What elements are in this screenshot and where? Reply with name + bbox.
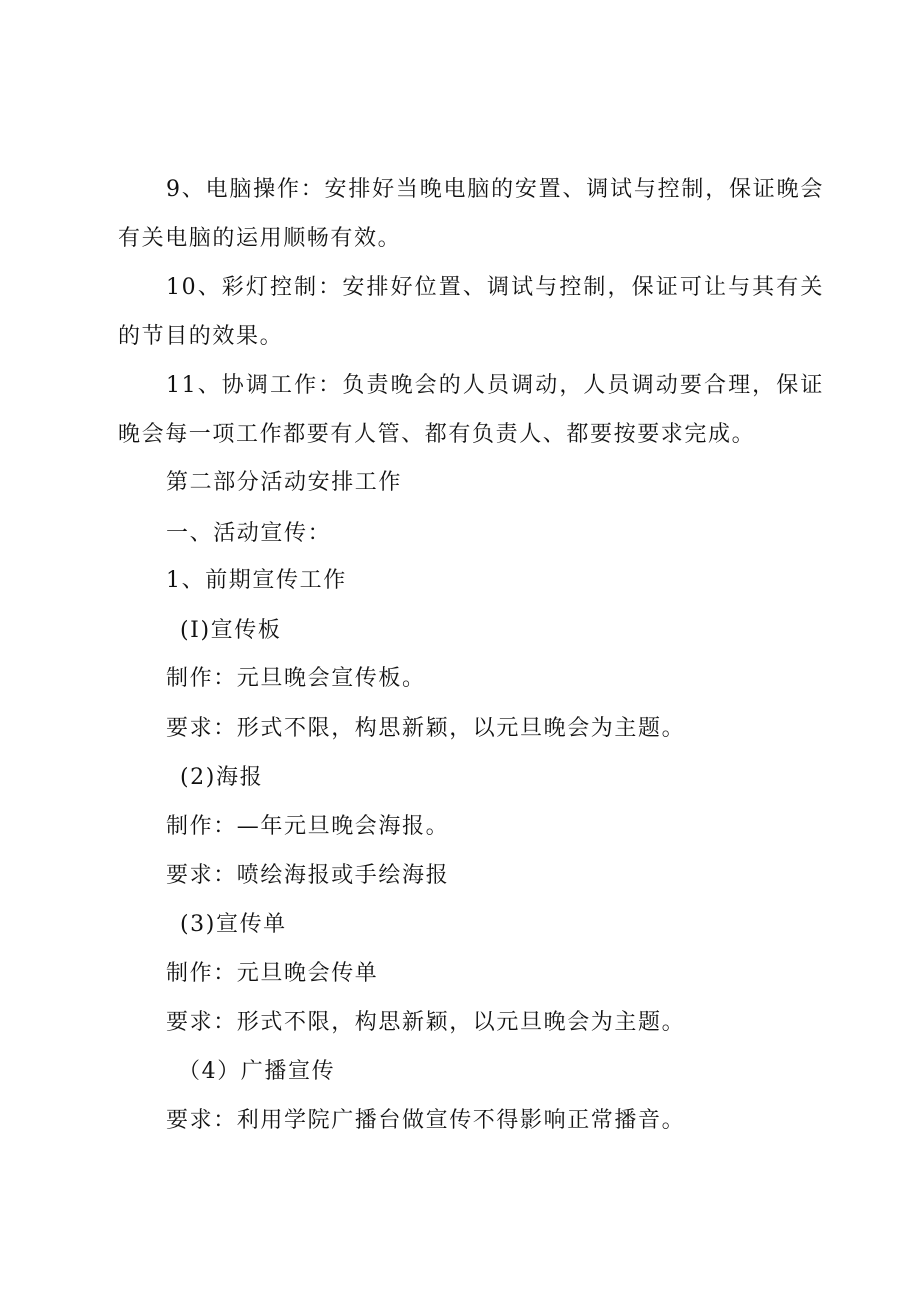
item-line-poster-make: 制作：—年元旦晚会海报。	[166, 814, 450, 839]
paragraph-light-control: 10、彩灯控制：安排好位置、调试与控制，保证可让与其有关的节目的效果。	[118, 275, 824, 349]
item-line-broadcast-require: 要求：利用学院广播台做宣传不得影响正常播音。	[166, 1108, 686, 1133]
item-line-flyer-require: 要求：形式不限，构思新颖，以元旦晚会为主题。	[166, 1010, 686, 1035]
item-heading-poster: (2)海报	[180, 765, 264, 790]
subsection-title: 一、活动宣传：	[166, 521, 332, 546]
item-line-poster-require: 要求：喷绘海报或手绘海报	[166, 863, 450, 888]
item-heading-flyer: (3)宣传单	[180, 912, 287, 937]
item-line-board-make: 制作：元旦晚会宣传板。	[166, 666, 426, 691]
paragraph-computer-operation: 9、电脑操作：安排好当晚电脑的安置、调试与控制，保证晚会有关电脑的运用顺畅有效。	[118, 177, 824, 251]
item-heading-broadcast: （4）广播宣传	[178, 1059, 336, 1084]
item-heading-board: (I)宣传板	[180, 618, 282, 643]
section-title: 第二部分活动安排工作	[166, 470, 403, 495]
item-title: 1、前期宣传工作	[166, 568, 347, 593]
paragraph-coordination: 11、协调工作：负责晚会的人员调动，人员调动要合理，保证晚会每一项工作都要有人管、都有负责人、都要按要求完成。	[118, 373, 824, 447]
item-line-board-require: 要求：形式不限，构思新颖，以元旦晚会为主题。	[166, 716, 686, 741]
item-line-flyer-make: 制作：元旦晚会传单	[166, 961, 379, 986]
